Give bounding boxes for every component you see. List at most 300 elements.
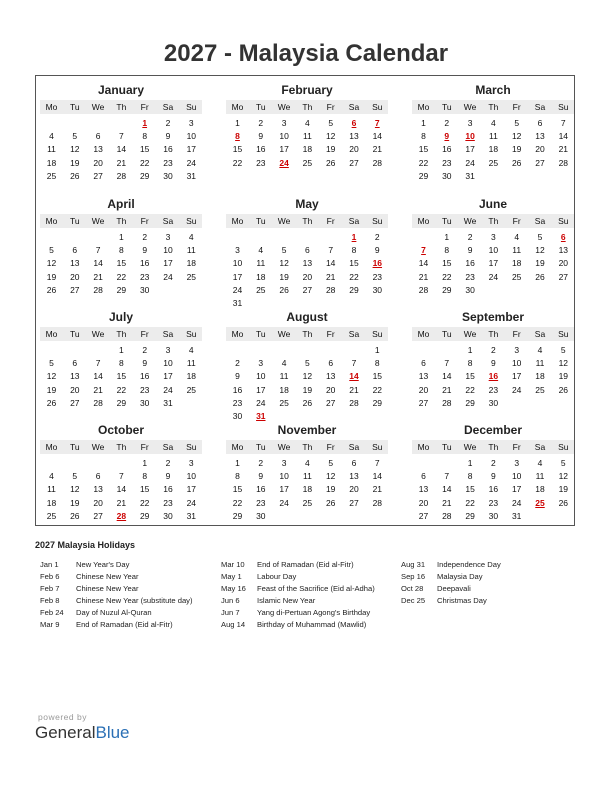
holiday-day-cell: 7: [421, 245, 426, 256]
day-cell: 12: [70, 144, 80, 155]
month-name: August: [286, 310, 328, 324]
day-cell: 14: [325, 258, 336, 269]
day-cell: 14: [442, 371, 452, 382]
day-cell: 2: [165, 458, 171, 468]
day-cell: 27: [325, 397, 336, 408]
day-cell: 10: [488, 245, 499, 256]
day-cell: 24: [488, 271, 499, 282]
weekday-label: Su: [186, 442, 197, 452]
day-cell: 10: [163, 245, 173, 256]
day-cell: 11: [279, 371, 289, 382]
day-cell: 15: [139, 484, 150, 495]
weekday-label: Fr: [140, 442, 149, 452]
weekday-label: Sa: [162, 442, 174, 452]
holiday-day-cell: 9: [444, 131, 450, 142]
day-cell: 31: [232, 298, 243, 308]
day-cell: 31: [465, 170, 475, 181]
weekday-label: Sa: [534, 216, 546, 226]
day-cell: 16: [163, 484, 173, 495]
day-cell: 30: [488, 510, 499, 521]
day-cell: 8: [142, 471, 148, 482]
weekday-label: Su: [558, 442, 569, 452]
weekday-label: Th: [302, 329, 313, 339]
day-cell: 24: [186, 157, 197, 168]
holiday-day-cell: 16: [372, 258, 383, 269]
day-cell: 3: [258, 358, 264, 369]
day-cell: 13: [349, 131, 359, 142]
holiday-name: Day of Nuzul Al-Quran: [76, 608, 152, 617]
day-cell: 13: [93, 144, 103, 155]
day-cell: 4: [491, 118, 496, 128]
weekday-label: Tu: [255, 329, 266, 339]
day-cell: 13: [70, 258, 80, 269]
day-cell: 21: [442, 384, 452, 395]
day-cell: 22: [372, 384, 383, 395]
day-cell: 20: [418, 497, 429, 508]
day-cell: 11: [256, 258, 266, 269]
day-cell: 8: [142, 131, 148, 142]
day-cell: 1: [235, 118, 240, 128]
day-cell: 14: [93, 258, 103, 269]
day-cell: 21: [558, 144, 569, 155]
holiday-name: Birthday of Muhammad (Mawlid): [257, 620, 367, 629]
month-name: July: [108, 310, 133, 324]
day-cell: 20: [302, 271, 313, 282]
day-cell: 30: [163, 170, 173, 181]
day-cell: 19: [325, 484, 336, 495]
weekday-label: Fr: [140, 102, 149, 112]
day-cell: 5: [560, 345, 566, 355]
day-cell: 6: [421, 471, 426, 482]
day-cell: 17: [279, 144, 289, 155]
day-cell: 4: [49, 471, 54, 482]
day-cell: 3: [281, 458, 287, 468]
holiday-name: Christmas Day: [437, 596, 487, 605]
day-cell: 18: [302, 144, 313, 155]
day-cell: 10: [256, 371, 266, 382]
day-cell: 13: [418, 371, 429, 382]
day-cell: 22: [465, 384, 475, 395]
weekday-label: Th: [488, 216, 499, 226]
weekday-label: Mo: [45, 329, 58, 339]
day-cell: 12: [558, 471, 569, 482]
day-cell: 12: [46, 371, 57, 382]
day-cell: 15: [442, 258, 452, 269]
day-cell: 6: [328, 358, 334, 369]
holiday-day-cell: 7: [374, 118, 380, 128]
weekday-label: Th: [302, 442, 313, 452]
day-cell: 9: [165, 471, 171, 482]
day-cell: 22: [232, 157, 243, 168]
day-cell: 23: [256, 157, 266, 168]
day-cell: 28: [442, 397, 452, 408]
holiday-date: Feb 7: [40, 584, 60, 593]
holiday-day-cell: 28: [116, 510, 127, 521]
holiday-day-cell: 31: [256, 411, 266, 421]
weekday-label: Tu: [69, 329, 80, 339]
brand-logo[interactable]: [35, 723, 130, 743]
day-cell: 30: [139, 284, 150, 295]
weekday-label: We: [463, 442, 477, 452]
day-cell: 15: [418, 144, 429, 155]
day-cell: 11: [302, 471, 312, 482]
day-cell: 14: [116, 484, 127, 495]
weekday-label: Su: [372, 329, 383, 339]
holiday-date: Feb 6: [40, 572, 60, 581]
day-cell: 27: [418, 510, 429, 521]
day-cell: 21: [372, 144, 383, 155]
day-cell: 7: [95, 358, 101, 369]
day-cell: 23: [465, 271, 475, 282]
day-cell: 16: [139, 258, 150, 269]
day-cell: 22: [349, 271, 359, 282]
day-cell: 2: [374, 232, 380, 242]
day-cell: 30: [163, 510, 173, 521]
day-cell: 17: [488, 258, 499, 269]
day-cell: 14: [372, 131, 383, 142]
holiday-name: Yang di-Pertuan Agong's Birthday: [257, 608, 371, 617]
day-cell: 14: [372, 471, 383, 482]
weekday-label: Fr: [326, 216, 335, 226]
day-cell: 28: [442, 510, 452, 521]
day-cell: 28: [372, 497, 383, 508]
holiday-date: Feb 8: [40, 596, 60, 605]
weekday-label: Mo: [417, 329, 430, 339]
day-cell: 12: [70, 484, 80, 495]
day-cell: 22: [139, 157, 150, 168]
day-cell: 18: [46, 497, 57, 508]
weekday-header: [226, 440, 388, 454]
day-cell: 27: [93, 170, 103, 181]
weekday-label: Sa: [348, 102, 360, 112]
weekday-label: Th: [116, 329, 127, 339]
weekday-header: [226, 214, 388, 228]
day-cell: 18: [279, 384, 289, 395]
holiday-name: Deepavali: [437, 584, 471, 593]
day-cell: 2: [467, 232, 473, 242]
day-cell: 19: [302, 384, 313, 395]
day-cell: 9: [491, 358, 496, 369]
weekday-label: Tu: [69, 216, 80, 226]
day-cell: 4: [281, 358, 287, 369]
day-cell: 22: [139, 497, 150, 508]
day-cell: 11: [47, 144, 56, 155]
day-cell: 23: [163, 157, 173, 168]
day-cell: 25: [46, 510, 57, 521]
day-cell: 2: [444, 118, 450, 128]
weekday-label: Tu: [69, 442, 80, 452]
day-cell: 5: [514, 118, 520, 128]
day-cell: 18: [256, 271, 266, 282]
day-cell: 8: [421, 131, 426, 142]
day-cell: 26: [558, 497, 569, 508]
holiday-date: Mar 10: [221, 560, 245, 569]
day-cell: 20: [93, 157, 103, 168]
day-cell: 4: [305, 118, 310, 128]
weekday-label: Fr: [326, 329, 335, 339]
day-cell: 5: [328, 458, 334, 468]
day-cell: 1: [374, 345, 380, 355]
day-cell: 29: [139, 510, 150, 521]
day-cell: 4: [258, 245, 264, 256]
holiday-name: Chinese New Year (substitute day): [76, 596, 193, 605]
day-cell: 28: [349, 397, 359, 408]
day-cell: 9: [491, 471, 496, 482]
month-november: [226, 416, 388, 528]
day-cell: 19: [535, 258, 545, 269]
day-cell: 14: [93, 371, 103, 382]
day-cell: 15: [232, 484, 243, 495]
day-cell: 3: [514, 345, 520, 355]
month-name: June: [478, 197, 507, 211]
day-cell: 25: [186, 271, 197, 282]
weekday-header: [40, 440, 202, 454]
day-cell: 28: [116, 170, 127, 181]
weekday-label: Th: [488, 102, 499, 112]
weekday-label: Su: [372, 216, 383, 226]
holiday-date: Sep 16: [401, 572, 426, 581]
day-cell: 12: [558, 358, 569, 369]
day-cell: 20: [349, 144, 359, 155]
day-cell: 27: [418, 397, 429, 408]
weekday-header: [412, 327, 574, 341]
day-cell: 27: [349, 157, 359, 168]
day-cell: 12: [46, 258, 57, 269]
weekday-label: We: [91, 329, 105, 339]
day-cell: 28: [418, 284, 429, 295]
day-cell: 4: [49, 131, 54, 142]
day-cell: 12: [325, 131, 336, 142]
day-cell: 4: [188, 232, 194, 242]
day-cell: 26: [70, 170, 80, 181]
day-cell: 1: [421, 118, 426, 128]
weekday-label: Su: [186, 102, 197, 112]
weekday-label: Mo: [45, 442, 58, 452]
weekday-label: Sa: [348, 216, 360, 226]
weekday-label: We: [277, 216, 291, 226]
day-cell: 3: [467, 118, 473, 128]
holiday-date: May 1: [221, 572, 242, 581]
day-cell: 21: [116, 157, 127, 168]
day-cell: 20: [349, 484, 359, 495]
day-cell: 18: [186, 258, 197, 269]
day-cell: 25: [302, 157, 313, 168]
holiday-day-cell: 1: [142, 118, 148, 128]
day-cell: 28: [93, 397, 103, 408]
weekday-header: [40, 214, 202, 228]
day-cell: 31: [186, 510, 197, 521]
weekday-label: Su: [372, 102, 383, 112]
day-cell: 8: [351, 245, 357, 256]
weekday-label: Su: [558, 329, 569, 339]
calendar-grid: [35, 75, 575, 526]
month-january: [40, 76, 202, 188]
day-cell: 3: [491, 232, 496, 242]
holiday-name: New Year's Day: [76, 560, 130, 569]
day-cell: 7: [374, 458, 380, 468]
holiday-name: End of Ramadan (Eid al-Fitr): [257, 560, 354, 569]
day-cell: 22: [418, 157, 429, 168]
day-cell: 30: [372, 284, 383, 295]
day-cell: 18: [511, 258, 522, 269]
day-cell: 29: [372, 397, 383, 408]
day-cell: 9: [165, 131, 171, 142]
weekday-label: We: [463, 329, 477, 339]
weekday-label: Fr: [512, 329, 521, 339]
day-cell: 23: [488, 384, 499, 395]
weekday-label: Th: [116, 102, 127, 112]
day-cell: 24: [163, 384, 173, 395]
holidays-title: 2027 Malaysia Holidays: [35, 540, 136, 550]
day-cell: 2: [165, 118, 171, 128]
weekday-label: Tu: [255, 102, 266, 112]
day-cell: 8: [374, 358, 380, 369]
day-cell: 25: [279, 397, 289, 408]
day-cell: 19: [70, 157, 80, 168]
day-cell: 27: [349, 497, 359, 508]
weekday-label: Tu: [441, 216, 452, 226]
day-cell: 8: [467, 358, 473, 369]
month-name: May: [295, 197, 319, 211]
weekday-label: We: [277, 102, 291, 112]
day-cell: 17: [465, 144, 475, 155]
day-cell: 25: [302, 497, 313, 508]
day-cell: 16: [488, 484, 499, 495]
day-cell: 28: [93, 284, 103, 295]
month-september: [412, 303, 574, 415]
day-cell: 30: [139, 397, 150, 408]
day-cell: 19: [70, 497, 80, 508]
day-cell: 8: [467, 471, 473, 482]
day-cell: 10: [186, 471, 197, 482]
day-cell: 9: [142, 358, 148, 369]
day-cell: 1: [119, 345, 124, 355]
weekday-label: Fr: [512, 216, 521, 226]
day-cell: 2: [142, 232, 148, 242]
day-cell: 21: [93, 384, 103, 395]
weekday-label: Sa: [162, 329, 174, 339]
day-cell: 16: [256, 484, 266, 495]
weekday-label: Su: [186, 216, 197, 226]
holiday-date: Feb 24: [40, 608, 64, 617]
holiday-name: End of Ramadan (Eid al-Fitr): [76, 620, 173, 629]
weekday-label: Tu: [69, 102, 80, 112]
holiday-date: Aug 14: [221, 620, 246, 629]
weekday-header: [226, 327, 388, 341]
day-cell: 11: [302, 131, 312, 142]
holiday-name: Feast of the Sacrifice (Eid al-Adha): [257, 584, 375, 593]
weekday-label: Sa: [348, 442, 360, 452]
day-cell: 2: [235, 358, 240, 369]
day-cell: 7: [119, 131, 124, 142]
weekday-label: Mo: [417, 216, 430, 226]
day-cell: 16: [256, 144, 266, 155]
day-cell: 10: [279, 471, 289, 482]
holiday-name: Malaysia Day: [437, 572, 483, 581]
weekday-label: Sa: [162, 216, 174, 226]
day-cell: 29: [349, 284, 359, 295]
day-cell: 22: [116, 384, 127, 395]
brand-part1: General: [35, 723, 96, 742]
day-cell: 29: [465, 397, 475, 408]
day-cell: 25: [46, 170, 57, 181]
day-cell: 29: [442, 284, 452, 295]
weekday-label: Mo: [45, 102, 58, 112]
day-cell: 12: [302, 371, 313, 382]
holiday-date: Mar 9: [40, 620, 60, 629]
day-cell: 12: [279, 258, 289, 269]
holiday-day-cell: 1: [351, 232, 357, 242]
day-cell: 27: [302, 284, 313, 295]
day-cell: 24: [465, 157, 475, 168]
day-cell: 17: [256, 384, 266, 395]
day-cell: 11: [47, 484, 56, 495]
day-cell: 4: [514, 232, 520, 242]
day-cell: 24: [163, 271, 173, 282]
weekday-label: Fr: [140, 216, 149, 226]
month-may: [226, 190, 388, 308]
day-cell: 27: [93, 510, 103, 521]
day-cell: 12: [535, 245, 545, 256]
day-cell: 11: [535, 471, 545, 482]
day-cell: 13: [325, 371, 336, 382]
day-cell: 1: [444, 232, 450, 242]
month-name: February: [281, 83, 333, 97]
day-cell: 11: [186, 245, 196, 256]
weekday-label: Mo: [417, 442, 430, 452]
day-cell: 30: [442, 170, 452, 181]
day-cell: 2: [258, 458, 264, 468]
day-cell: 29: [232, 510, 243, 521]
day-cell: 13: [349, 471, 359, 482]
day-cell: 21: [349, 384, 359, 395]
day-cell: 15: [116, 371, 127, 382]
day-cell: 19: [279, 271, 289, 282]
day-cell: 10: [232, 258, 243, 269]
month-february: [226, 76, 388, 188]
weekday-header: [412, 100, 574, 114]
day-cell: 25: [186, 384, 197, 395]
day-cell: 11: [488, 131, 498, 142]
day-cell: 29: [465, 510, 475, 521]
holiday-name: Labour Day: [257, 572, 297, 581]
day-cell: 16: [139, 371, 150, 382]
day-cell: 3: [165, 232, 171, 242]
day-cell: 10: [511, 471, 522, 482]
day-cell: 21: [325, 271, 336, 282]
month-june: [412, 190, 574, 302]
day-cell: 4: [305, 458, 310, 468]
holiday-date: Jan 1: [40, 560, 59, 569]
day-cell: 5: [49, 245, 54, 256]
month-name: December: [463, 423, 523, 437]
day-cell: 8: [444, 245, 450, 256]
weekday-label: Su: [558, 216, 569, 226]
holiday-date: Oct 28: [401, 584, 424, 593]
weekday-label: Th: [116, 442, 127, 452]
day-cell: 20: [558, 258, 569, 269]
day-cell: 14: [558, 131, 569, 142]
day-cell: 3: [165, 345, 171, 355]
day-cell: 9: [235, 371, 240, 382]
day-cell: 1: [119, 232, 124, 242]
day-cell: 9: [467, 245, 473, 256]
day-cell: 9: [258, 471, 264, 482]
weekday-label: Sa: [534, 102, 546, 112]
day-cell: 9: [258, 131, 264, 142]
day-cell: 21: [418, 271, 429, 282]
weekday-label: Fr: [512, 102, 521, 112]
